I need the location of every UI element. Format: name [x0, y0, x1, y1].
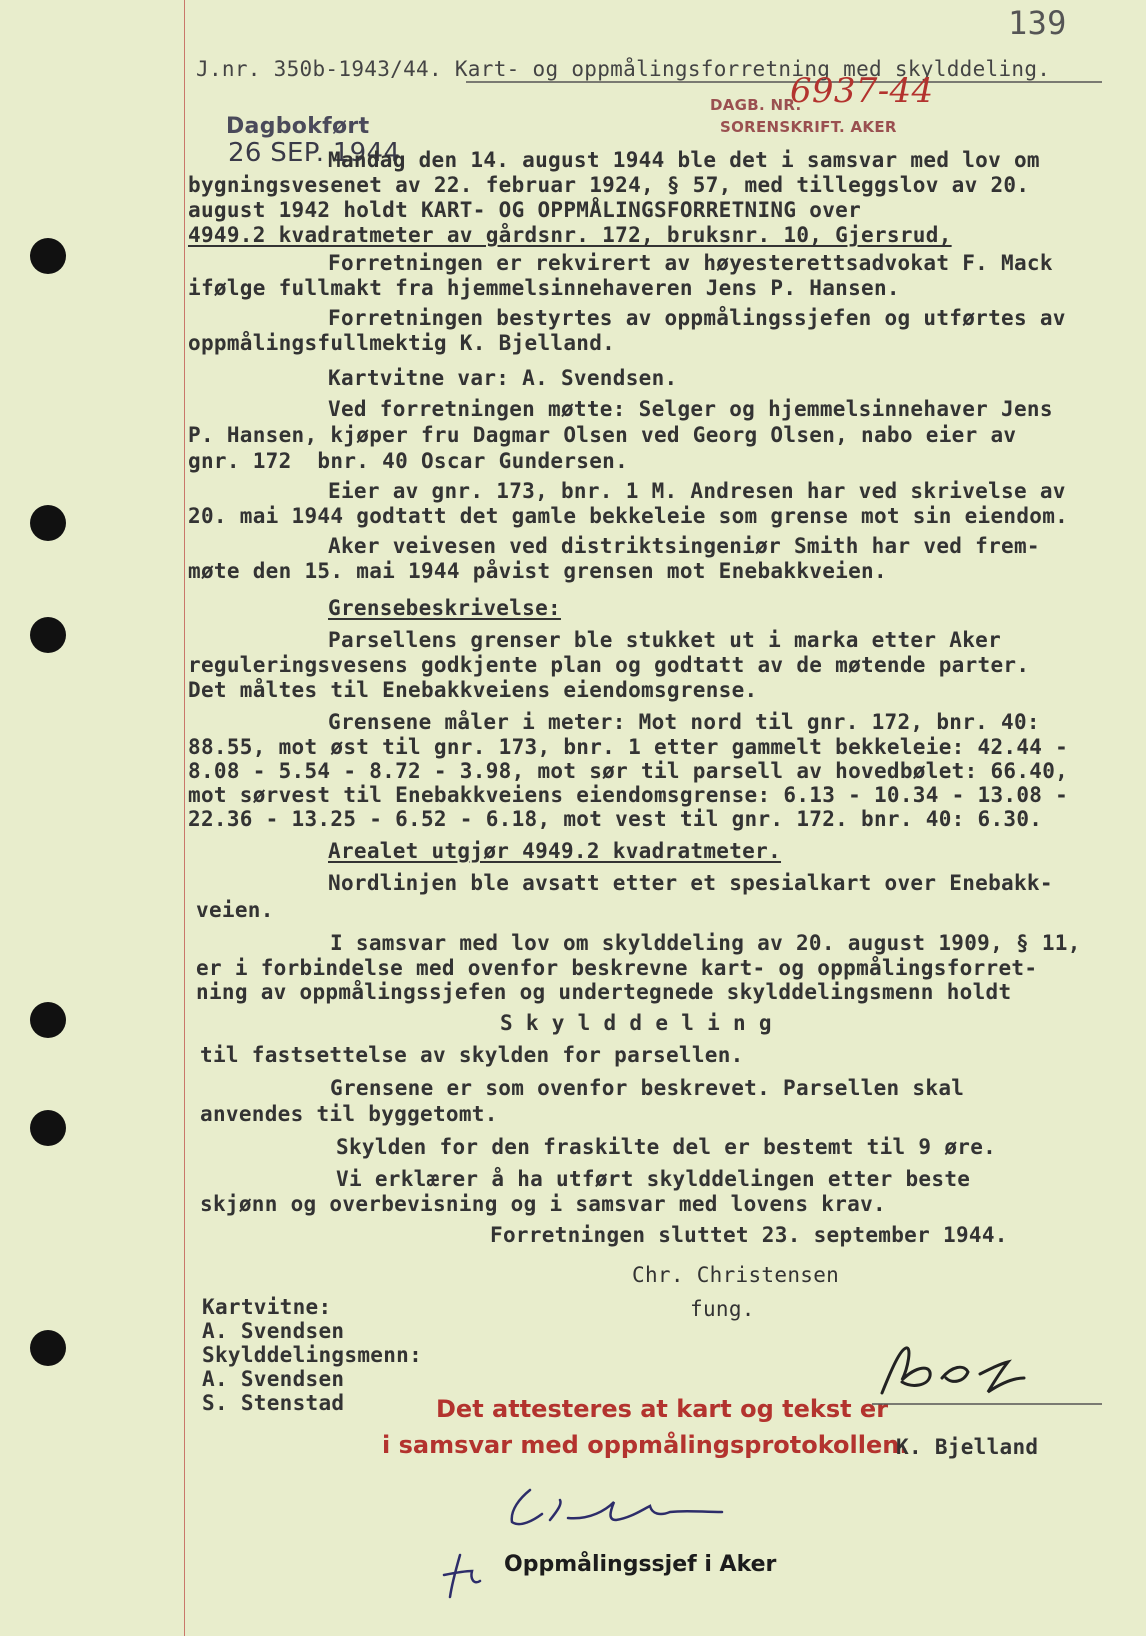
text-line: Mandag den 14. august 1944 ble det i samsvar med lov om	[328, 148, 1040, 172]
stamp-dagb-nr-hand: 6937-44	[790, 71, 934, 111]
text-line: Grensene er som ovenfor beskrevet. Parsellen skal	[330, 1076, 965, 1100]
text-line: Aker veivesen ved distriktsingeniør Smith har ved frem-	[328, 534, 1040, 558]
punch-hole	[30, 617, 66, 653]
text-line: Eier av gnr. 173, bnr. 1 M. Andresen har ved skrivelse av	[328, 479, 1066, 503]
punch-hole	[30, 1110, 66, 1146]
skylddelingsmann-name: A. Svendsen	[202, 1367, 345, 1391]
text-line: møte den 15. mai 1944 påvist grensen mot Enebakkveien.	[188, 559, 887, 583]
text-line: 22.36 - 13.25 - 6.52 - 6.18, mot vest til gnr. 172. bnr. 40: 6.30.	[188, 807, 1043, 831]
text-line: ifølge fullmakt fra hjemmelsinnehaveren Jens P. Hansen.	[188, 276, 900, 300]
punch-hole	[30, 1002, 66, 1038]
text-line: er i forbindelse med ovenfor beskrevne kart- og oppmålingsforret-	[196, 956, 1038, 980]
margin-rule	[184, 0, 185, 1636]
punch-hole	[30, 1330, 66, 1366]
kartvitne-label: Kartvitne:	[202, 1295, 332, 1319]
text-line: 8.08 - 5.54 - 8.72 - 3.98, mot sør til parsell av hovedbølet: 66.40,	[188, 759, 1069, 783]
text-line: 88.55, mot øst til gnr. 173, bnr. 1 etter gammelt bekkeleie: 42.44 -	[188, 735, 1069, 759]
punch-hole	[30, 505, 66, 541]
text-line: Forretningen er rekvirert av høyesterettsadvokat F. Mack	[328, 251, 1053, 275]
skylddelingsmenn-label: Skylddelingsmenn:	[202, 1343, 423, 1367]
punch-hole	[30, 238, 66, 274]
text-line: bygningsvesenet av 22. februar 1924, § 57, med tilleggslov av 20.	[188, 173, 1030, 197]
stamp-date: 26 SEP. 1944	[228, 138, 401, 168]
text-line: Det måltes til Enebakkveiens eiendomsgrense.	[188, 678, 758, 702]
text-line: Vi erklærer å ha utført skylddelingen etter beste	[336, 1167, 971, 1191]
text-line: Ved forretningen møtte: Selger og hjemmelsinnehaver Jens	[328, 397, 1053, 421]
stamp-dagbokfort: Dagbokført	[226, 114, 370, 139]
stamp-sorenskriver: SORENSKRIFT. AKER	[720, 118, 897, 136]
text-line: Grensene måler i meter: Mot nord til gnr. 172, bnr. 40:	[328, 710, 1040, 734]
header-line: J.nr. 350b-1943/44. Kart- og oppmålingsforretning med skylddeling.	[196, 57, 1051, 81]
text-line: Kartvitne var: A. Svendsen.	[328, 366, 678, 390]
signature-christensen	[490, 1480, 770, 1540]
signature-fung-mark	[440, 1545, 500, 1605]
text-line: anvendes til byggetomt.	[200, 1102, 498, 1126]
text-line: ning av oppmålingssjefen og undertegnede skylddelingsmenn holdt	[196, 980, 1012, 1004]
signer-bjelland: K. Bjelland	[896, 1435, 1039, 1459]
text-line: 20. mai 1944 godtatt det gamle bekkeleie som grense mot sin eiendom.	[188, 504, 1069, 528]
text-line: 4949.2 kvadratmeter av gårdsnr. 172, bruksnr. 10, Gjersrud,	[188, 223, 952, 247]
text-line: Parsellens grenser ble stukket ut i marka etter Aker	[328, 628, 1002, 652]
text-line: august 1942 holdt KART- OG OPPMÅLINGSFORRETNING over	[188, 198, 862, 222]
page-number: 139	[1008, 4, 1067, 42]
text-line: skjønn og overbevisning og i samsvar med lovens krav.	[200, 1192, 886, 1216]
stamp-oppmalingssjef: Oppmålingssjef i Aker	[504, 1552, 777, 1577]
closing-line: Forretningen sluttet 23. september 1944.	[490, 1223, 1008, 1247]
text-line: gnr. 172 bnr. 40 Oscar Gundersen.	[188, 449, 629, 473]
text-line: I samsvar med lov om skylddeling av 20. august 1909, § 11,	[330, 931, 1081, 955]
text-line: Skylden for den fraskilte del er bestemt til 9 øre.	[336, 1135, 997, 1159]
area-line: Arealet utgjør 4949.2 kvadratmeter.	[328, 839, 782, 863]
attest-stamp-line2: i samsvar med oppmålingsprotokollen.	[382, 1431, 909, 1459]
attest-stamp-line1: Det attesteres at kart og tekst er	[436, 1395, 889, 1423]
signer-title: fung.	[690, 1297, 755, 1321]
text-line: oppmålingsfullmektig K. Bjelland.	[188, 331, 616, 355]
text-line: mot sørvest til Enebakkveiens eiendomsgrense: 6.13 - 10.34 - 13.08 -	[188, 783, 1069, 807]
section-heading: Grensebeskrivelse:	[328, 596, 561, 620]
signature-bjelland	[872, 1338, 1102, 1408]
text-line: til fastsettelse av skylden for parsellen.	[200, 1043, 744, 1067]
text-line: veien.	[196, 898, 274, 922]
skylddeling-heading: S k y l d d e l i n g	[500, 1011, 772, 1035]
text-line: P. Hansen, kjøper fru Dagmar Olsen ved Georg Olsen, nabo eier av	[188, 423, 1017, 447]
text-line: Nordlinjen ble avsatt etter et spesialkart over Enebakk-	[328, 871, 1053, 895]
kartvitne-name: A. Svendsen	[202, 1319, 345, 1343]
header-underline	[466, 80, 1106, 84]
signer-name: Chr. Christensen	[632, 1263, 840, 1287]
text-line: Forretningen bestyrtes av oppmålingssjefen og utførtes av	[328, 306, 1066, 330]
stamp-dagb-nr-label: DAGB. NR.	[710, 96, 802, 114]
skylddelingsmann-name: S. Stenstad	[202, 1391, 345, 1415]
text-line: reguleringsvesens godkjente plan og godtatt av de møtende parter.	[188, 653, 1030, 677]
